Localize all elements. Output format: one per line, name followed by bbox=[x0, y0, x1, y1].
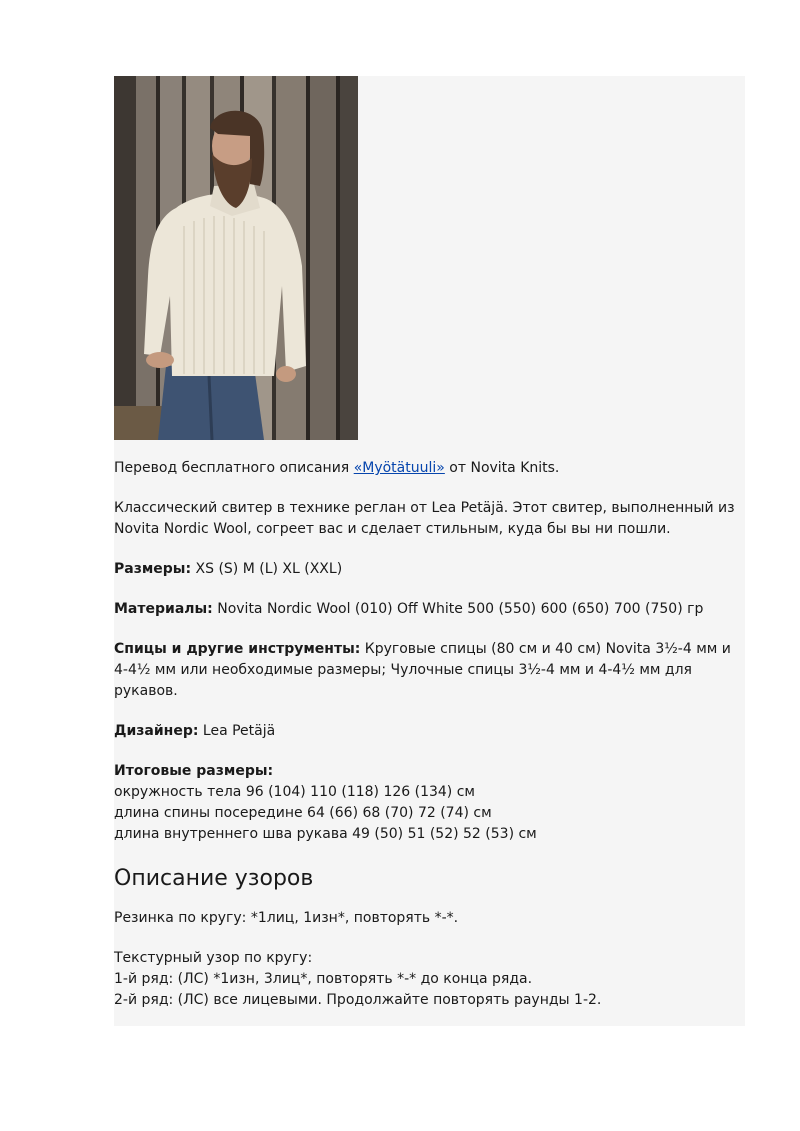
needles-value: Круговые спицы (80 см и 40 см) Novita 3½-4 мм и 4-4½ мм или необходимые размеры; Чулочные спицы 3½-4 мм и 4-4½ мм для рукавов. bbox=[114, 641, 731, 699]
designer-value: Lea Petäjä bbox=[198, 723, 276, 739]
final-size-line: длина внутреннего шва рукава 49 (50) 51 (52) 52 (53) см bbox=[114, 826, 537, 842]
materials-value: Novita Nordic Wool (010) Off White 500 (550) 600 (650) 700 (750) гр bbox=[212, 601, 704, 617]
sizes-value: XS (S) M (L) XL (XXL) bbox=[191, 561, 343, 577]
sizes-label: Размеры: bbox=[114, 561, 192, 577]
document-body bbox=[114, 458, 739, 1030]
materials-line bbox=[114, 599, 739, 620]
designer-line bbox=[114, 721, 739, 742]
sizes-line bbox=[114, 559, 739, 580]
pattern-link[interactable]: «Myötätuuli» bbox=[353, 460, 445, 476]
texture-title: Текстурный узор по кругу: bbox=[114, 950, 313, 966]
patterns-heading: Описание узоров bbox=[114, 866, 314, 891]
description-paragraph: Классический свитер в технике реглан от Lea Petäjä. Этот свитер, выполненный из Novita Nordic Wool, согреет вас и сделает стильным, куда бы вы ни пошли. bbox=[114, 500, 735, 537]
final-sizes-block bbox=[114, 761, 739, 845]
intro-paragraph bbox=[114, 458, 739, 479]
designer-label: Дизайнер: bbox=[114, 723, 199, 739]
sweater-photo bbox=[114, 76, 358, 440]
intro-prefix: Перевод бесплатного описания bbox=[114, 460, 354, 476]
needles-label: Спицы и другие инструменты: bbox=[114, 641, 361, 657]
intro-suffix: от Novita Knits. bbox=[444, 460, 560, 476]
materials-label: Материалы: bbox=[114, 601, 213, 617]
texture-block bbox=[114, 948, 739, 1011]
final-sizes-label: Итоговые размеры: bbox=[114, 763, 274, 779]
texture-row: 2-й ряд: (ЛС) все лицевыми. Продолжайте повторять раунды 1-2. bbox=[114, 992, 602, 1008]
final-size-line: окружность тела 96 (104) 110 (118) 126 (134) см bbox=[114, 784, 475, 800]
rib-paragraph: Резинка по кругу: *1лиц, 1изн*, повторять *-*. bbox=[114, 910, 459, 926]
final-size-line: длина спины посередине 64 (66) 68 (70) 72 (74) см bbox=[114, 805, 492, 821]
texture-row: 1-й ряд: (ЛС) *1изн, 3лиц*, повторять *-* до конца ряда. bbox=[114, 971, 533, 987]
needles-line bbox=[114, 639, 739, 702]
